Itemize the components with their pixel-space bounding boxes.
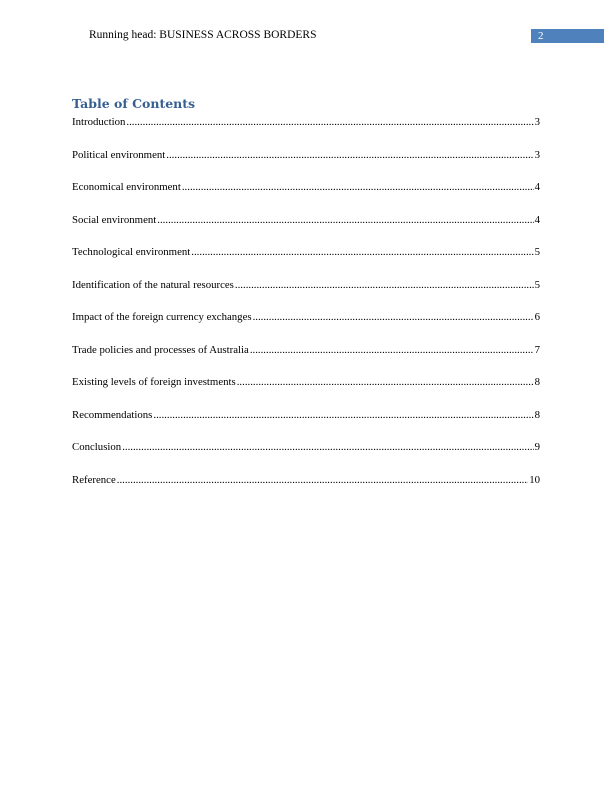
- toc-entry-label: Social environment: [72, 213, 157, 226]
- toc-leader-dots: [253, 310, 534, 325]
- toc-entry-page: 8: [534, 408, 540, 421]
- toc-list: [72, 115, 540, 505]
- toc-leader-dots: [122, 440, 533, 455]
- toc-entry-page: 5: [534, 278, 540, 291]
- toc-leader-dots: [235, 278, 534, 293]
- toc-entry-label: Recommendations: [72, 408, 153, 421]
- toc-leader-dots: [153, 408, 533, 423]
- toc-entry-page: 8: [534, 376, 540, 388]
- toc-entry-technological-environment[interactable]: [72, 245, 540, 260]
- toc-entry-page: 3: [534, 148, 540, 161]
- toc-title: Table of Contents: [72, 96, 196, 111]
- toc-leader-dots: [182, 180, 534, 195]
- running-head: Running head: BUSINESS ACROSS BORDERS: [89, 29, 317, 41]
- toc-entry-social-environment[interactable]: [72, 213, 540, 228]
- toc-leader-dots: [166, 148, 533, 163]
- toc-entry-label: Identification of the natural resources: [72, 278, 234, 291]
- toc-entry-label: Trade policies and processes of Australia: [72, 343, 249, 356]
- toc-entry-reference[interactable]: [72, 473, 540, 488]
- toc-entry-natural-resources[interactable]: [72, 278, 540, 293]
- toc-entry-label: Impact of the foreign currency exchanges: [72, 311, 252, 323]
- toc-leader-dots: [191, 245, 533, 260]
- toc-entry-label: Technological environment: [72, 246, 191, 258]
- toc-entry-page: 6: [534, 311, 540, 323]
- toc-entry-page: 10: [529, 473, 540, 486]
- page-number-badge: 2: [531, 29, 604, 43]
- toc-entry-label: Economical environment: [72, 181, 181, 193]
- toc-entry-recommendations[interactable]: [72, 408, 540, 423]
- toc-entry-foreign-currency[interactable]: [72, 310, 540, 325]
- toc-entry-political-environment[interactable]: [72, 148, 540, 163]
- toc-entry-trade-policies[interactable]: [72, 343, 540, 358]
- toc-leader-dots: [250, 343, 534, 358]
- toc-entry-economical-environment[interactable]: [72, 180, 540, 195]
- toc-leader-dots: [126, 115, 533, 130]
- toc-entry-page: 3: [534, 116, 540, 128]
- toc-entry-page: 5: [534, 246, 540, 258]
- toc-entry-label: Conclusion: [72, 441, 122, 453]
- toc-entry-page: 9: [534, 441, 540, 453]
- toc-leader-dots: [237, 375, 534, 390]
- toc-entry-page: 7: [534, 343, 540, 356]
- toc-entry-conclusion[interactable]: [72, 440, 540, 455]
- toc-entry-foreign-investments[interactable]: [72, 375, 540, 390]
- toc-entry-page: 4: [534, 213, 540, 226]
- toc-entry-label: Introduction: [72, 116, 126, 128]
- toc-leader-dots: [117, 473, 528, 488]
- toc-entry-label: Existing levels of foreign investments: [72, 376, 236, 388]
- toc-leader-dots: [157, 213, 533, 228]
- toc-entry-label: Reference: [72, 473, 116, 486]
- toc-entry-page: 4: [534, 181, 540, 193]
- toc-entry-label: Political environment: [72, 148, 166, 161]
- toc-entry-introduction[interactable]: [72, 115, 540, 130]
